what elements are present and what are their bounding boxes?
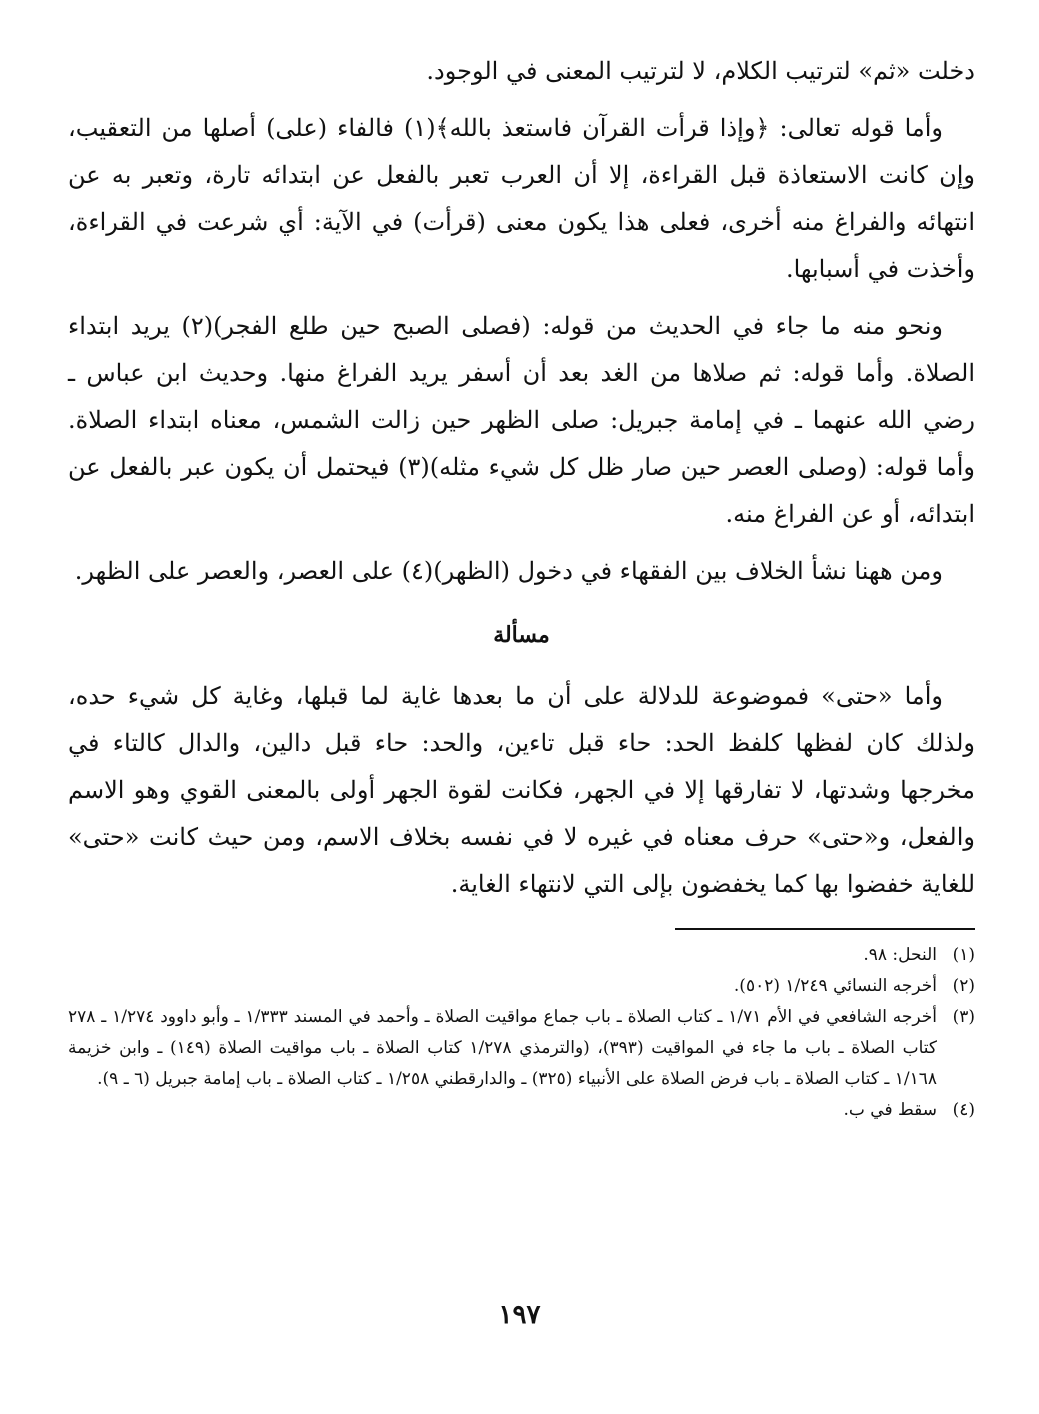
footnote	[68, 1002, 975, 1095]
main-text-top	[68, 48, 975, 595]
paragraph: وأما «حتى» فموضوعة للدلالة على أن ما بعدها غاية لما قبلها، وغاية كل شيء حده، ولذلك كان لفظها كلفظ الحد: حاء قبل تاءين، والحد: حاء قبل دالين، والدال كالتاء في مخرجها وشدتها، لا تفارقها إلا في الجهر، فكانت لقوة الجهر أولى بالمعنى القوي وهو الاسم والفعل، و«حتى» حرف معناه في غيره لا في نفسه بخلاف الاسم، ومن حيث كانت «حتى» للغاية خفضوا بها كما يخفضون بإلى التي لانتهاء الغاية.	[68, 682, 975, 898]
footnote-text: أخرجه النسائي ١/٢٤٩ (٥٠٢).	[733, 976, 937, 996]
footnote	[68, 971, 975, 1002]
footnote-number: (١)	[952, 945, 975, 965]
footnote-number: (٤)	[952, 1100, 975, 1120]
footnote-text: النحل: ٩٨.	[863, 945, 937, 965]
footnote-number: (٢)	[952, 976, 975, 996]
footnote	[68, 1095, 975, 1126]
paragraph: ونحو منه ما جاء في الحديث من قوله: (فصلى الصبح حين طلع الفجر)(٢) يريد ابتداء الصلاة. وأما قوله: ثم صلاها من الغد بعد أن أسفر يريد الفراغ منها. وحديث ابن عباس ـ رضي الله عنهما ـ في إمامة جبريل: صلى الظهر حين زالت الشمس، معناه ابتداء الصلاة. وأما قوله: (وصلى العصر حين صار ظل كل شيء مثله)(٣) فيحتمل أن يكون عبر بالفعل عن ابتدائه، أو عن الفراغ منه.	[68, 312, 975, 528]
footnote-number: (٣)	[952, 1007, 975, 1027]
paragraph: وأما قوله تعالى: ﴿وإذا قرأت القرآن فاستعذ بالله﴾(١) فالفاء (على) أصلها من التعقيب، وإن كانت الاستعاذة قبل القراءة، إلا أن العرب تعبر بالفعل عن ابتدائه تارة، وتعبر به عن انتهائه والفراغ منه أخرى، فعلى هذا يكون معنى (قرأت) في الآية: أي شرعت في القراءة، وأخذت في أسبابها.	[68, 114, 976, 283]
footnote-text: سقط في ب.	[843, 1100, 937, 1120]
footnote-divider	[675, 928, 975, 930]
paragraph: ومن ههنا نشأ الخلاف بين الفقهاء في دخول (الظهر)(٤) على العصر، والعصر على الظهر.	[74, 557, 943, 585]
footnotes	[68, 940, 975, 1126]
main-text-bottom	[68, 673, 975, 908]
footnote-text: أخرجه الشافعي في الأم ١/٧١ ـ كتاب الصلاة ـ باب جماع مواقيت الصلاة ـ وأحمد في المسند ١/٣٣٣ ـ وأبو داوود ١/٢٧٤ ـ ٢٧٨ كتاب الصلاة ـ باب ما جاء في المواقيت (٣٩٣)، (والترمذي ١/٢٧٨ كتاب الصلاة ـ باب مواقيت الصلاة (١٤٩) ـ وابن خزيمة ١/١٦٨ ـ كتاب الصلاة ـ باب فرض الصلاة على الأنبياء (٣٢٥) ـ والدارقطني ١/٢٥٨ ـ كتاب الصلاة ـ باب إمامة جبريل (٦ ـ ٩).	[68, 1007, 938, 1089]
page-number: ١٩٧	[498, 1300, 541, 1330]
section-heading: مسألة	[493, 622, 550, 648]
paragraph: دخلت «ثم» لترتيب الكلام، لا لترتيب المعنى في الوجود.	[426, 57, 975, 85]
footnote	[68, 940, 975, 971]
